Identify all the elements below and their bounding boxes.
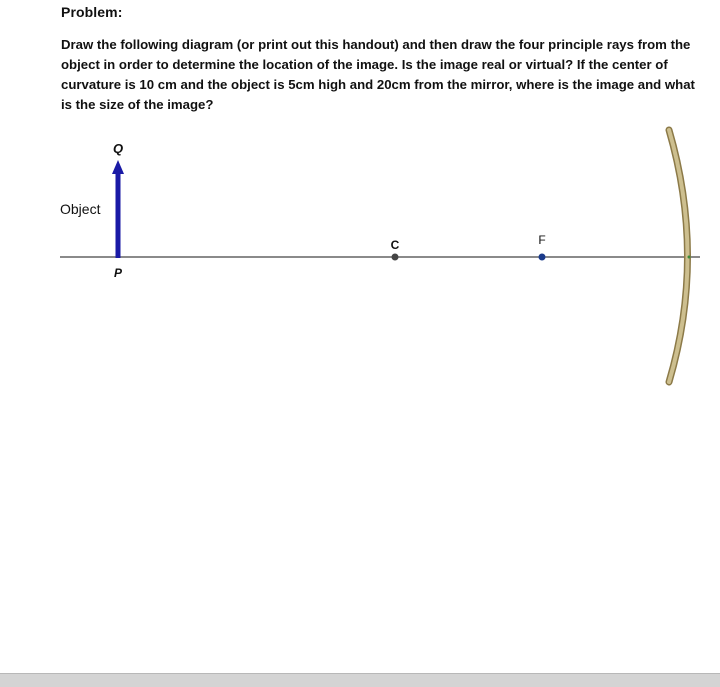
- mirror-vertex-mark: [688, 256, 691, 259]
- object-base-label: P: [113, 266, 123, 280]
- center-point: [392, 254, 399, 261]
- focal-label: F: [538, 233, 546, 247]
- window-bottom-bar: [0, 673, 720, 687]
- center-label: C: [390, 238, 400, 252]
- problem-heading: Problem:: [61, 4, 123, 20]
- object-label: Object: [60, 201, 101, 217]
- focal-point: [539, 254, 546, 261]
- object-top-label: Q: [112, 141, 124, 156]
- object-arrow-head: [112, 160, 124, 174]
- problem-text: Draw the following diagram (or print out this handout) and then draw the four principle rays from the object in order to determine the location of the image. Is the image real or virtual? If the center of curvature is 10 cm and the object is 5cm high and 20cm from the mirror, where is the image and what is the size of the image?: [61, 37, 695, 112]
